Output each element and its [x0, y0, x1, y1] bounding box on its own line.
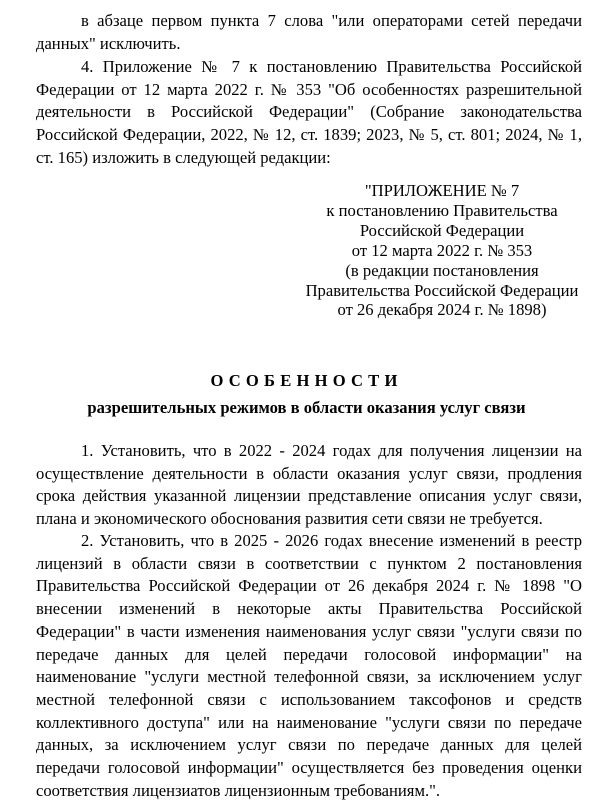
annex-line: Российской Федерации	[359, 220, 525, 240]
annex-line: к постановлению Правительства	[326, 200, 558, 220]
paragraph-point-1: 1. Установить, что в 2022 - 2024 годах для получения лицензии на осуществление деятельности в области оказания услуг связи, продления срока действия указанной лицензии представление описания услуг связи, плана и экономического обоснования развития сети связи не требуется.	[36, 441, 582, 529]
annex-line: от 26 декабря 2024 г. № 1898)	[337, 300, 547, 320]
paragraph-point-2: 2. Установить, что в 2025 - 2026 годах внесение изменений в реестр лицензий в области связи в соответствии с пунктом 2 постановления Правительства Российской Федерации от 26 декабря 2024 г. № 1898 "О внесении изменений в некоторые акты Правительства Российской Федерации" в части изменения наименования услуг связи "услуги связи по передаче данных для целей передачи голосовой информации" на наименование "услуги местной телефонной связи, за исключением услуг местной телефонной связи с использованием таксофонов и средств коллективного доступа" или на наименование "услуги связи по передаче данных, за исключением услуг связи по передаче данных для целей передачи голосовой информации" осуществляется без проведения оценки соответствия лицензиатов лицензионным требованиям.".	[36, 531, 582, 800]
annex-title: "ПРИЛОЖЕНИЕ № 7	[364, 181, 520, 200]
section-subtitle: разрешительных режимов в области оказания услуг связи	[87, 398, 526, 417]
annex-line: от 12 марта 2022 г. № 353	[351, 240, 533, 260]
paragraph-amendment-3: в абзаце первом пункта 7 слова "или операторами сетей передачи данных" исключить.	[36, 11, 582, 53]
annex-line: Правительства Российской Федерации	[305, 280, 579, 300]
paragraph-item-4: 4. Приложение № 7 к постановлению Правительства Российской Федерации от 12 марта 2022 г. № 353 "Об особенностях разрешительной деятельности в Российской Федерации" (Собрание законодательства Российской Федерации, 2022, № 12, ст. 1839; 2023, № 5, ст. 801; 2024, № 1, ст. 165) изложить в следующей редакции:	[36, 57, 582, 167]
annex-header	[290, 181, 594, 320]
annex-line: (в редакции постановления	[345, 260, 539, 280]
section-title: ОСОБЕННОСТИ	[210, 371, 403, 390]
